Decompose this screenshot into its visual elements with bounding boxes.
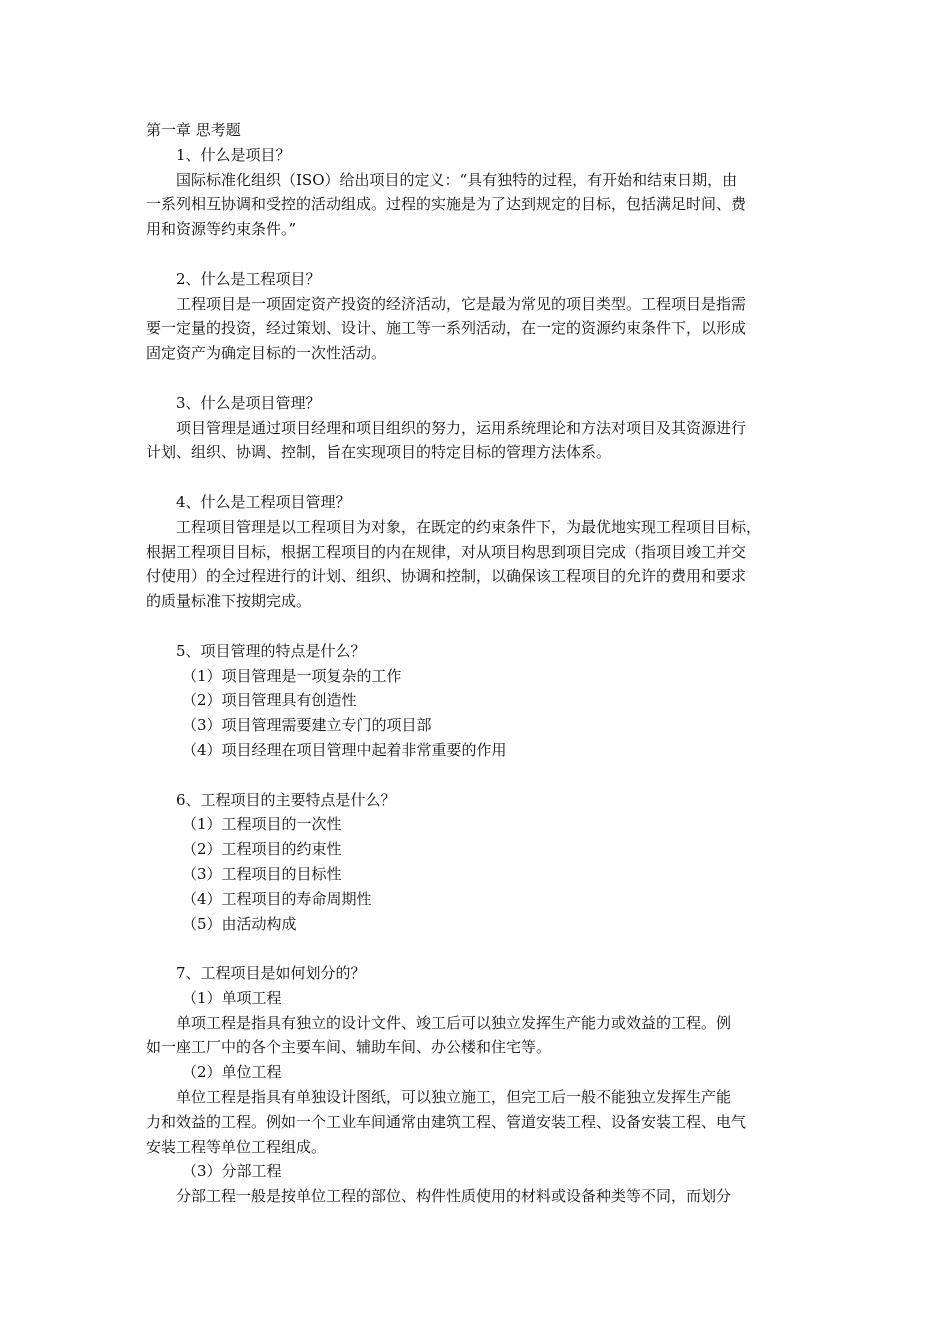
answer-2-line-2: 要一定量的投资，经过策划、设计、施工等一系列活动，在一定的资源约束条件下，以形成 — [146, 319, 747, 338]
spacer — [146, 465, 812, 490]
list-item: （4）项目经理在项目管理中起着非常重要的作用 — [182, 740, 507, 759]
answer-4-line-2: 根据工程项目目标，根据工程项目的内在规律，对从项目构思到项目完成（指项目竣工并交 — [146, 542, 747, 561]
answer-2-line-1: 工程项目是一项固定资产投资的经济活动，它是最为常见的项目类型。工程项目是指需 — [176, 294, 747, 313]
question-5: 5、项目管理的特点是什么？ — [176, 641, 366, 660]
sub3-line-1: 分部工程一般是按单位工程的部位、构件性质使用的材料或设备种类等不同，而划分 — [176, 1187, 732, 1206]
answer-1-line-2: 一系列相互协调和受控的活动组成。过程的实施是为了达到规定的目标，包括满足时间、费 — [146, 195, 747, 214]
answer-1-line-3: 用和资源等约束条件。” — [146, 220, 297, 239]
sub2-line-1: 单位工程是指具有单独设计图纸，可以独立施工，但完工后一般不能独立发挥生产能 — [176, 1088, 732, 1107]
list-item: （2）工程项目的约束性 — [182, 840, 342, 859]
list-item: （1）工程项目的一次性 — [182, 815, 342, 834]
answer-3-line-1: 项目管理是通过项目经理和项目组织的努力，运用系统理论和方法对项目及其资源进行 — [176, 418, 747, 437]
spacer — [146, 763, 812, 788]
question-4: 4、什么是工程项目管理？ — [176, 492, 351, 511]
list-item: （4）工程项目的寿命周期性 — [182, 889, 372, 908]
list-item: （1）项目管理是一项复杂的工作 — [182, 666, 402, 685]
answer-4-line-3: 付使用）的全过程进行的计划、组织、协调和控制，以确保该工程项目的允许的费用和要求 — [146, 567, 747, 586]
answer-2-line-3: 固定资产为确定目标的一次性活动。 — [146, 344, 387, 363]
question-2: 2、什么是工程项目？ — [176, 269, 321, 288]
list-item: （3）工程项目的目标性 — [182, 864, 342, 883]
subheading-single-item-project: （1）单项工程 — [182, 988, 282, 1007]
document-page — [146, 118, 812, 1209]
subheading-unit-project: （2）单位工程 — [182, 1063, 282, 1082]
sub2-line-3: 安装工程等单位工程组成。 — [146, 1137, 327, 1156]
chapter-title: 第一章 思考题 — [146, 121, 241, 139]
answer-4-line-4: 的质量标准下按期完成。 — [146, 592, 312, 611]
list-item: （5）由活动构成 — [182, 914, 297, 933]
spacer — [146, 366, 812, 391]
spacer — [146, 614, 812, 639]
spacer — [146, 936, 812, 961]
subheading-divisional-project: （3）分部工程 — [182, 1162, 282, 1181]
sub1-line-1: 单项工程是指具有独立的设计文件、竣工后可以独立发挥生产能力或效益的工程。例 — [176, 1013, 732, 1032]
sub2-line-2: 力和效益的工程。例如一个工业车间通常由建筑工程、管道安装工程、设备安装工程、电气 — [146, 1112, 747, 1131]
answer-1-line-1: 国际标准化组织（ISO）给出项目的定义：“具有独特的过程，有开始和结束日期，由 — [176, 170, 738, 189]
answer-3-line-2: 计划、组织、协调、控制，旨在实现项目的特定目标的管理方法体系。 — [146, 443, 612, 462]
sub1-line-2: 如一座工厂中的各个主要车间、辅助车间、办公楼和住宅等。 — [146, 1038, 552, 1057]
question-7: 7、工程项目是如何划分的？ — [176, 964, 366, 983]
list-item: （3）项目管理需要建立专门的项目部 — [182, 716, 432, 735]
question-3: 3、什么是项目管理？ — [176, 393, 321, 412]
answer-4-line-1: 工程项目管理是以工程项目为对象，在既定的约束条件下，为最优地实现工程项目目标， — [176, 517, 762, 536]
question-1: 1、什么是项目？ — [176, 145, 291, 164]
spacer — [146, 242, 812, 267]
list-item: （2）项目管理具有创造性 — [182, 691, 357, 710]
question-6: 6、工程项目的主要特点是什么？ — [176, 790, 396, 809]
